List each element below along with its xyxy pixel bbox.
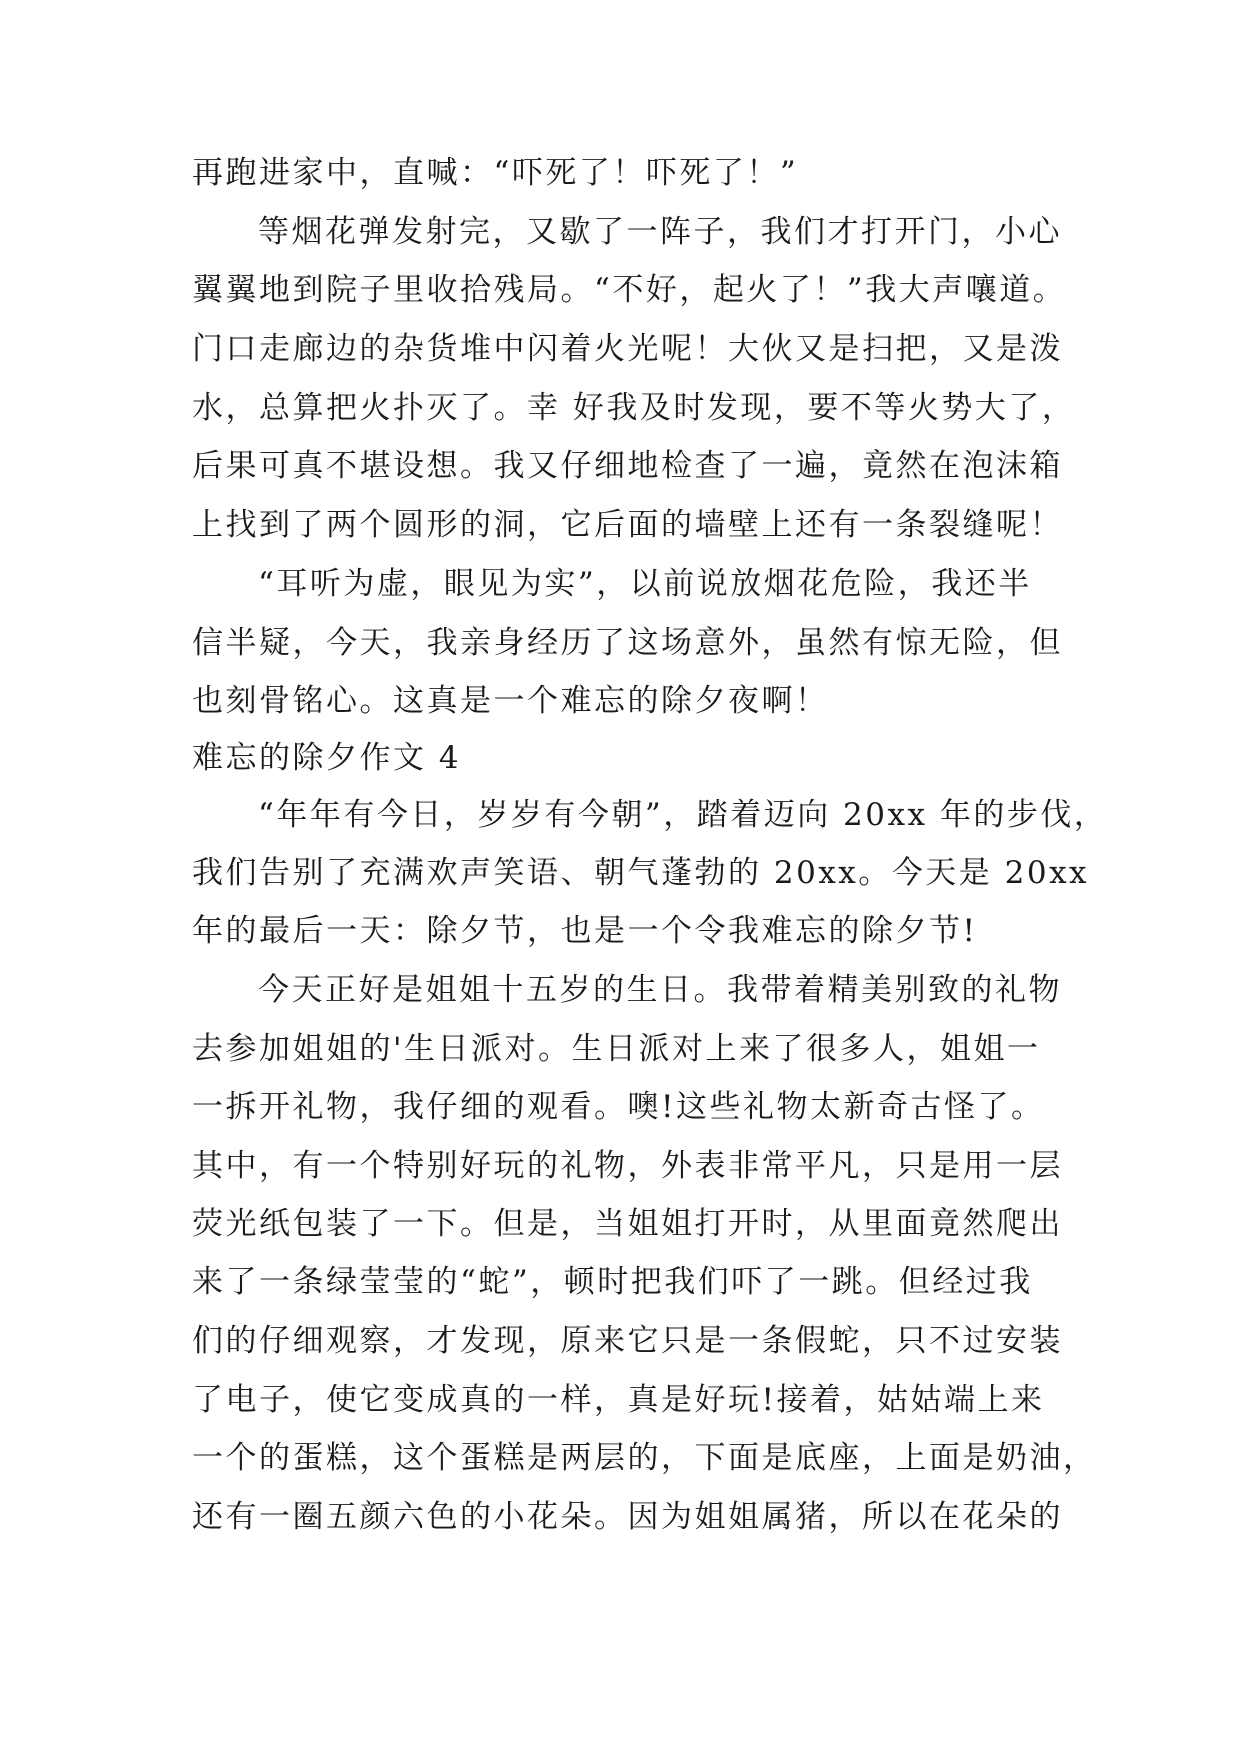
- text-line: 门口走廊边的杂货堆中闪着火光呢！大伙又是扫把，又是泼: [192, 331, 1063, 367]
- text-line: 后果可真不堪设想。我又仔细地检查了一遍，竟然在泡沫箱: [192, 448, 1063, 484]
- text-line: 年的最后一天：除夕节，也是一个令我难忘的除夕节!: [192, 913, 978, 949]
- text-line: 一个的蛋糕，这个蛋糕是两层的，下面是底座，上面是奶油，: [192, 1440, 1097, 1476]
- text-line: 上找到了两个圆形的洞，它后面的墙壁上还有一条裂缝呢！: [192, 507, 1063, 543]
- paragraph-first-line: 今天正好是姐姐十五岁的生日。我带着精美别致的礼物: [258, 972, 1062, 1008]
- text-line: 信半疑，今天，我亲身经历了这场意外，虽然有惊无险，但: [192, 625, 1063, 661]
- text-line: 去参加姐姐的'生日派对。生日派对上来了很多人，姐姐一: [192, 1031, 1041, 1067]
- text-line: 翼翼地到院子里收拾残局。“不好，起火了！”我大声嚷道。: [192, 272, 1067, 308]
- text-line: 还有一圈五颜六色的小花朵。因为姐姐属猪，所以在花朵的: [192, 1499, 1063, 1535]
- text-line: 再跑进家中，直喊：“吓死了！吓死了！”: [192, 155, 799, 191]
- text-line: 来了一条绿莹莹的“蛇”，顿时把我们吓了一跳。但经过我: [192, 1264, 1033, 1300]
- text-line: 其中，有一个特别好玩的礼物，外表非常平凡，只是用一层: [192, 1148, 1063, 1184]
- text-line: 们的仔细观察，才发现，原来它只是一条假蛇，只不过安装: [192, 1323, 1063, 1359]
- text-line: 荧光纸包装了一下。但是，当姐姐打开时，从里面竟然爬出: [192, 1206, 1063, 1242]
- text-line: 也刻骨铭心。这真是一个难忘的除夕夜啊！: [192, 683, 829, 719]
- text-line: 一拆开礼物，我仔细的观看。噢!这些礼物太新奇古怪了。: [192, 1089, 1045, 1125]
- text-line: 我们告别了充满欢声笑语、朝气蓬勃的 20xx。今天是 20xx: [192, 855, 1090, 891]
- text-line: 了电子，使它变成真的一样，真是好玩!接着，姑姑端上来: [192, 1382, 1045, 1418]
- paragraph-first-line: “年年有今日，岁岁有今朝”，踏着迈向 20xx 年的步伐，: [258, 797, 1108, 833]
- text-line: 水，总算把火扑灭了。幸 好我及时发现，要不等火势大了，: [192, 390, 1076, 426]
- section-heading: 难忘的除夕作文 4: [192, 740, 462, 776]
- paragraph-first-line: 等烟花弹发射完，又歇了一阵子，我们才打开门，小心: [258, 214, 1062, 250]
- paragraph-first-line: “耳听为虚，眼见为实”，以前说放烟花危险，我还半: [258, 566, 1032, 602]
